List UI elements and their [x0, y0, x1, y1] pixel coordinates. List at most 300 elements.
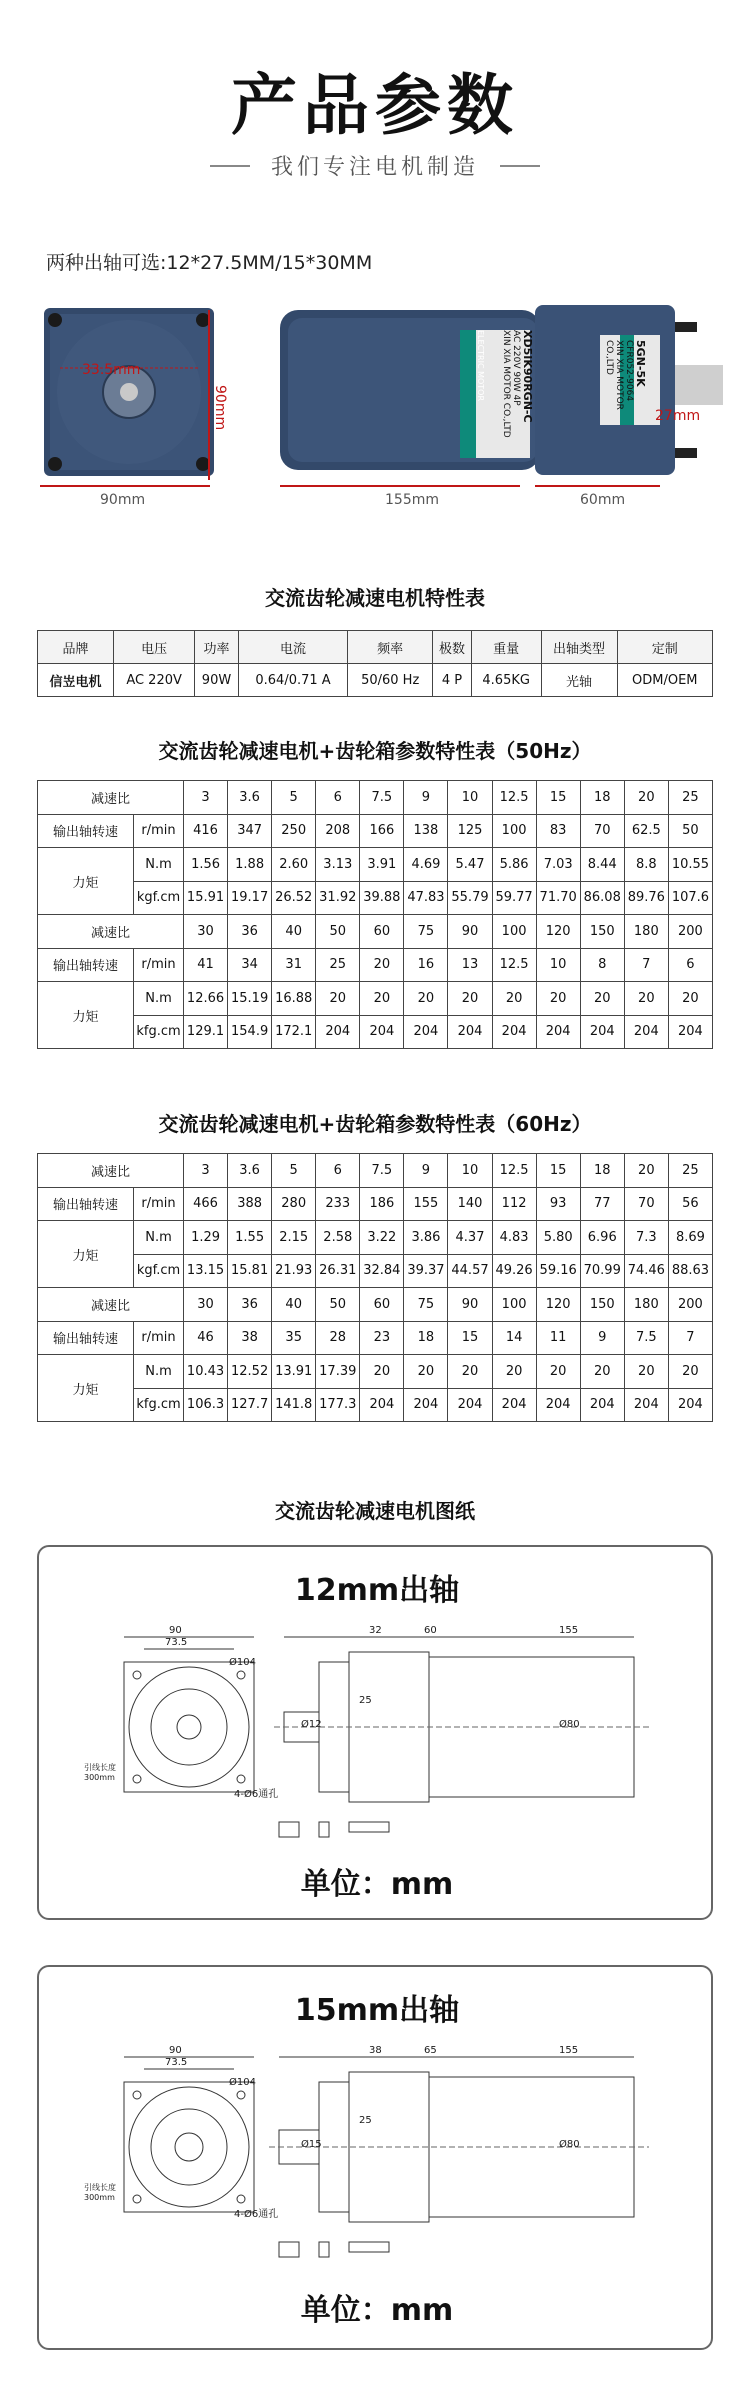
- gear-label-maker: XIN XIA MOTOR CO.,LTD: [604, 340, 624, 410]
- spec-cell: 0.64/0.71 A: [238, 664, 347, 697]
- spec-cell: 90W: [195, 664, 239, 697]
- value-cell: 4.37: [448, 1221, 492, 1255]
- ratio-label: 减速比: [38, 915, 184, 949]
- value-cell: 3.13: [316, 848, 360, 882]
- value-cell: 7.5: [624, 1321, 668, 1355]
- height-dim-line: [208, 310, 210, 480]
- drawing-15mm: [37, 1965, 713, 2350]
- value-cell: 12.5: [492, 781, 536, 815]
- nm-unit: N.m: [134, 848, 184, 882]
- value-cell: 19.17: [228, 881, 272, 915]
- value-cell: 75: [404, 1288, 448, 1322]
- value-cell: 120: [536, 915, 580, 949]
- value-cell: 12.5: [492, 948, 536, 982]
- value-cell: 177.3: [316, 1388, 360, 1422]
- value-cell: 93: [536, 1187, 580, 1221]
- value-cell: 150: [580, 915, 624, 949]
- value-cell: 204: [536, 1015, 580, 1049]
- value-cell: 14: [492, 1321, 536, 1355]
- d15-d80: Ø80: [559, 2139, 580, 2150]
- value-cell: 6.96: [580, 1221, 624, 1255]
- value-cell: 20: [316, 982, 360, 1016]
- boss-dimension: 33.5mm: [82, 362, 141, 378]
- value-cell: 2.15: [272, 1221, 316, 1255]
- value-cell: 3.6: [228, 1154, 272, 1188]
- value-cell: 8.8: [624, 848, 668, 882]
- value-cell: 1.56: [184, 848, 228, 882]
- speed-unit: r/min: [134, 814, 184, 848]
- gearbox-length: 60mm: [580, 492, 626, 508]
- value-cell: 70.99: [580, 1254, 624, 1288]
- value-cell: 9: [404, 781, 448, 815]
- value-cell: 55.79: [448, 881, 492, 915]
- value-cell: 75: [404, 915, 448, 949]
- d15-d38: 38: [369, 2045, 382, 2056]
- value-cell: 200: [668, 915, 712, 949]
- value-cell: 8.69: [668, 1221, 712, 1255]
- value-cell: 3.91: [360, 848, 404, 882]
- ratio-label: 减速比: [38, 781, 184, 815]
- d15-w73: 73.5: [165, 2057, 188, 2068]
- value-cell: 186: [360, 1187, 404, 1221]
- value-cell: 20: [624, 781, 668, 815]
- value-cell: 35: [272, 1321, 316, 1355]
- value-cell: 8.44: [580, 848, 624, 882]
- value-cell: 20: [668, 982, 712, 1016]
- value-cell: 204: [624, 1388, 668, 1422]
- value-cell: 12.5: [492, 1154, 536, 1188]
- torque-kgf-row: [38, 1254, 713, 1288]
- shaft-note: 两种出轴可选:12*27.5MM/15*30MM: [46, 252, 373, 274]
- value-cell: 204: [316, 1015, 360, 1049]
- value-cell: 3.86: [404, 1221, 448, 1255]
- value-cell: 25: [668, 781, 712, 815]
- page-title: 产品参数: [231, 67, 519, 144]
- speed-label: 输出轴转速: [38, 1187, 134, 1221]
- value-cell: 125: [448, 814, 492, 848]
- value-cell: 155: [404, 1187, 448, 1221]
- drawing-15mm-svg: [79, 2037, 689, 2277]
- d12-d155: 155: [559, 1625, 579, 1636]
- d12-d25: 25: [359, 1695, 372, 1706]
- value-cell: 90: [448, 915, 492, 949]
- value-cell: 88.63: [668, 1254, 712, 1288]
- spec-cell: 4.65KG: [471, 664, 541, 697]
- value-cell: 74.46: [624, 1254, 668, 1288]
- value-cell: 70: [624, 1187, 668, 1221]
- value-cell: 280: [272, 1187, 316, 1221]
- nm-unit: N.m: [134, 1221, 184, 1255]
- value-cell: 16.88: [272, 982, 316, 1016]
- value-cell: 204: [668, 1388, 712, 1422]
- d15-d155: 155: [559, 2045, 579, 2056]
- kgf-unit: kfg.cm: [134, 1388, 184, 1422]
- d12-d12: Ø12: [301, 1719, 322, 1730]
- value-cell: 15.91: [184, 881, 228, 915]
- value-cell: 39.88: [360, 881, 404, 915]
- value-cell: 172.1: [272, 1015, 316, 1049]
- table50-title: 交流齿轮减速电机+齿轮箱参数特性表（50Hz）: [158, 739, 592, 763]
- speed-unit: r/min: [134, 948, 184, 982]
- width-dimension: 90mm: [100, 492, 146, 508]
- spec-cell: 信岦电机: [38, 664, 114, 697]
- value-cell: 71.70: [536, 881, 580, 915]
- value-cell: 150: [580, 1288, 624, 1322]
- ratio-row: [38, 781, 713, 815]
- value-cell: 36: [228, 1288, 272, 1322]
- value-cell: 10.55: [668, 848, 712, 882]
- value-cell: 50: [668, 814, 712, 848]
- value-cell: 20: [624, 1355, 668, 1389]
- speed-row: [38, 1187, 713, 1221]
- value-cell: 18: [580, 781, 624, 815]
- value-cell: 3: [184, 1154, 228, 1188]
- value-cell: 12.66: [184, 982, 228, 1016]
- value-cell: 30: [184, 1288, 228, 1322]
- value-cell: 204: [448, 1015, 492, 1049]
- value-cell: 20: [448, 982, 492, 1016]
- value-cell: 18: [404, 1321, 448, 1355]
- d15-d15: Ø15: [301, 2139, 322, 2150]
- value-cell: 86.08: [580, 881, 624, 915]
- value-cell: 20: [668, 1355, 712, 1389]
- value-cell: 4.83: [492, 1221, 536, 1255]
- value-cell: 347: [228, 814, 272, 848]
- value-cell: 20: [624, 1154, 668, 1188]
- value-cell: 20: [404, 1355, 448, 1389]
- value-cell: 39.37: [404, 1254, 448, 1288]
- value-cell: 233: [316, 1187, 360, 1221]
- value-cell: 20: [492, 1355, 536, 1389]
- value-cell: 2.60: [272, 848, 316, 882]
- value-cell: 20: [580, 1355, 624, 1389]
- value-cell: 100: [492, 915, 536, 949]
- ratio-label: 减速比: [38, 1288, 184, 1322]
- value-cell: 5.80: [536, 1221, 580, 1255]
- value-cell: 46: [184, 1321, 228, 1355]
- value-cell: 47.83: [404, 881, 448, 915]
- value-cell: 204: [668, 1015, 712, 1049]
- value-cell: 7.5: [360, 1154, 404, 1188]
- nm-unit: N.m: [134, 1355, 184, 1389]
- value-cell: 25: [316, 948, 360, 982]
- value-cell: 127.7: [228, 1388, 272, 1422]
- value-cell: 15: [536, 781, 580, 815]
- gear-label-code: CFR052-9064: [624, 340, 634, 402]
- value-cell: 13.15: [184, 1254, 228, 1288]
- value-cell: 4.69: [404, 848, 448, 882]
- value-cell: 180: [624, 1288, 668, 1322]
- speed-label: 输出轴转速: [38, 814, 134, 848]
- drawing-12mm: [37, 1545, 713, 1920]
- value-cell: 15: [536, 1154, 580, 1188]
- value-cell: 26.31: [316, 1254, 360, 1288]
- value-cell: 60: [360, 1288, 404, 1322]
- speed-unit: r/min: [134, 1187, 184, 1221]
- value-cell: 50: [316, 1288, 360, 1322]
- torque-label: 力矩: [38, 982, 134, 1049]
- value-cell: 77: [580, 1187, 624, 1221]
- value-cell: 38: [228, 1321, 272, 1355]
- spec-header: 功率: [195, 631, 239, 664]
- value-cell: 204: [492, 1015, 536, 1049]
- value-cell: 129.1: [184, 1015, 228, 1049]
- value-cell: 41: [184, 948, 228, 982]
- kgf-unit: kgf.cm: [134, 1254, 184, 1288]
- value-cell: 138: [404, 814, 448, 848]
- value-cell: 70: [580, 814, 624, 848]
- table50: [37, 780, 713, 1049]
- value-cell: 204: [360, 1015, 404, 1049]
- value-cell: 40: [272, 915, 316, 949]
- speed-label: 输出轴转速: [38, 1321, 134, 1355]
- value-cell: 107.6: [668, 881, 712, 915]
- value-cell: 13: [448, 948, 492, 982]
- speed-row: [38, 948, 713, 982]
- value-cell: 90: [448, 1288, 492, 1322]
- d12-d80: Ø80: [559, 1719, 580, 1730]
- value-cell: 140: [448, 1187, 492, 1221]
- torque-label: 力矩: [38, 1221, 134, 1288]
- speed-row: [38, 1321, 713, 1355]
- value-cell: 7: [624, 948, 668, 982]
- d15-dia: Ø104: [229, 2077, 256, 2088]
- torque-label: 力矩: [38, 848, 134, 915]
- value-cell: 21.93: [272, 1254, 316, 1288]
- value-cell: 49.26: [492, 1254, 536, 1288]
- torque-kgf-row: [38, 881, 713, 915]
- value-cell: 466: [184, 1187, 228, 1221]
- ratio-label: 减速比: [38, 1154, 184, 1188]
- d15-lead: 引线长度 300mm: [84, 2183, 116, 2202]
- d15-d25: 25: [359, 2115, 372, 2126]
- motor-label-maker: XIN XIA MOTOR CO.,LTD: [501, 330, 511, 438]
- value-cell: 3.22: [360, 1221, 404, 1255]
- torque-kgf-row: [38, 1388, 713, 1422]
- page-subtitle: 我们专注电机制造: [270, 155, 479, 180]
- motor-label-brand: ELECTRIC MOTOR: [476, 330, 485, 402]
- spec-table: [37, 630, 713, 697]
- value-cell: 10: [448, 781, 492, 815]
- value-cell: 16: [404, 948, 448, 982]
- value-cell: 20: [492, 982, 536, 1016]
- value-cell: 62.5: [624, 814, 668, 848]
- drawings-title: 交流齿轮减速电机图纸: [275, 1499, 475, 1523]
- value-cell: 6: [668, 948, 712, 982]
- value-cell: 44.57: [448, 1254, 492, 1288]
- value-cell: 20: [448, 1355, 492, 1389]
- spec-header: 出轴类型: [541, 631, 617, 664]
- value-cell: 5: [272, 781, 316, 815]
- value-cell: 1.88: [228, 848, 272, 882]
- value-cell: 204: [536, 1388, 580, 1422]
- value-cell: 10.43: [184, 1355, 228, 1389]
- drawing-15mm-unit: 单位：mm: [300, 2293, 454, 2328]
- value-cell: 20: [360, 948, 404, 982]
- value-cell: 60: [360, 915, 404, 949]
- torque-nm-row: [38, 1355, 713, 1389]
- value-cell: 6: [316, 781, 360, 815]
- d12-w73: 73.5: [165, 1637, 188, 1648]
- d15-w90: 90: [169, 2045, 182, 2056]
- value-cell: 7: [668, 1321, 712, 1355]
- shaft-dimension: 27mm: [655, 408, 701, 424]
- gear-label: [604, 340, 647, 425]
- d12-w90: 90: [169, 1625, 182, 1636]
- value-cell: 20: [536, 982, 580, 1016]
- spec-header: 品牌: [38, 631, 114, 664]
- width-dim-line: [40, 485, 210, 487]
- value-cell: 9: [580, 1321, 624, 1355]
- value-cell: 120: [536, 1288, 580, 1322]
- value-cell: 30: [184, 915, 228, 949]
- value-cell: 7.3: [624, 1221, 668, 1255]
- value-cell: 5.47: [448, 848, 492, 882]
- spec-header: 定制: [617, 631, 712, 664]
- value-cell: 204: [492, 1388, 536, 1422]
- speed-unit: r/min: [134, 1321, 184, 1355]
- value-cell: 7.5: [360, 781, 404, 815]
- spec-cell: ODM/OEM: [617, 664, 712, 697]
- value-cell: 40: [272, 1288, 316, 1322]
- value-cell: 100: [492, 814, 536, 848]
- torque-label: 力矩: [38, 1355, 134, 1422]
- value-cell: 89.76: [624, 881, 668, 915]
- value-cell: 59.77: [492, 881, 536, 915]
- value-cell: 180: [624, 915, 668, 949]
- spec-header: 重量: [471, 631, 541, 664]
- gear-label-model: 5GN-5K: [634, 340, 647, 387]
- value-cell: 3: [184, 781, 228, 815]
- value-cell: 59.16: [536, 1254, 580, 1288]
- spec-cell: AC 220V: [114, 664, 195, 697]
- value-cell: 25: [668, 1154, 712, 1188]
- value-cell: 31.92: [316, 881, 360, 915]
- value-cell: 208: [316, 814, 360, 848]
- value-cell: 10: [536, 948, 580, 982]
- spec-table-title: 交流齿轮减速电机特性表: [265, 586, 485, 610]
- torque-nm-row: [38, 982, 713, 1016]
- value-cell: 166: [360, 814, 404, 848]
- value-cell: 36: [228, 915, 272, 949]
- drawing-12mm-svg: [79, 1617, 689, 1857]
- nm-unit: N.m: [134, 982, 184, 1016]
- d15-d65: 65: [424, 2045, 437, 2056]
- motor-length-line: [280, 485, 520, 487]
- drawing-12mm-unit: 单位：mm: [300, 1867, 454, 1902]
- value-cell: 20: [360, 1355, 404, 1389]
- value-cell: 15.19: [228, 982, 272, 1016]
- value-cell: 56: [668, 1187, 712, 1221]
- spec-cell: 50/60 Hz: [348, 664, 433, 697]
- d12-holes: 4-Ø6通孔: [234, 1789, 279, 1800]
- value-cell: 32.84: [360, 1254, 404, 1288]
- value-cell: 20: [536, 1355, 580, 1389]
- motor-length: 155mm: [385, 492, 439, 508]
- value-cell: 3.6: [228, 781, 272, 815]
- value-cell: 10: [448, 1154, 492, 1188]
- kgf-unit: kfg.cm: [134, 1015, 184, 1049]
- value-cell: 12.52: [228, 1355, 272, 1389]
- value-cell: 20: [360, 982, 404, 1016]
- value-cell: 2.58: [316, 1221, 360, 1255]
- drawing-12mm-title: 12mm出轴: [294, 1573, 460, 1608]
- value-cell: 83: [536, 814, 580, 848]
- speed-label: 输出轴转速: [38, 948, 134, 982]
- d12-lead: 引线长度 300mm: [84, 1763, 116, 1782]
- value-cell: 28: [316, 1321, 360, 1355]
- value-cell: 15.81: [228, 1254, 272, 1288]
- torque-kgf-row: [38, 1015, 713, 1049]
- value-cell: 250: [272, 814, 316, 848]
- value-cell: 6: [316, 1154, 360, 1188]
- value-cell: 1.55: [228, 1221, 272, 1255]
- value-cell: 31: [272, 948, 316, 982]
- value-cell: 26.52: [272, 881, 316, 915]
- ratio-row: [38, 1288, 713, 1322]
- value-cell: 13.91: [272, 1355, 316, 1389]
- motor-label-spec: AC 220V 90W 4P: [511, 330, 521, 406]
- value-cell: 204: [404, 1015, 448, 1049]
- value-cell: 1.29: [184, 1221, 228, 1255]
- spec-value-row: [38, 664, 713, 697]
- value-cell: 106.3: [184, 1388, 228, 1422]
- d12-dia: Ø104: [229, 1657, 256, 1668]
- ratio-row: [38, 915, 713, 949]
- spec-header: 频率: [348, 631, 433, 664]
- value-cell: 15: [448, 1321, 492, 1355]
- d15-holes: 4-Ø6通孔: [234, 2209, 279, 2220]
- value-cell: 50: [316, 915, 360, 949]
- value-cell: 416: [184, 814, 228, 848]
- spec-cell: 光轴: [541, 664, 617, 697]
- value-cell: 5.86: [492, 848, 536, 882]
- value-cell: 204: [404, 1388, 448, 1422]
- motor-label-model: XD5IK90RGN-C: [521, 330, 534, 423]
- value-cell: 200: [668, 1288, 712, 1322]
- value-cell: 11: [536, 1321, 580, 1355]
- value-cell: 204: [580, 1388, 624, 1422]
- value-cell: 5: [272, 1154, 316, 1188]
- value-cell: 20: [580, 982, 624, 1016]
- value-cell: 112: [492, 1187, 536, 1221]
- spec-header: 电压: [114, 631, 195, 664]
- spec-cell: 4 P: [433, 664, 472, 697]
- d12-d32: 32: [369, 1625, 382, 1636]
- value-cell: 141.8: [272, 1388, 316, 1422]
- value-cell: 20: [624, 982, 668, 1016]
- value-cell: 17.39: [316, 1355, 360, 1389]
- value-cell: 20: [404, 982, 448, 1016]
- ratio-row: [38, 1154, 713, 1188]
- d12-d60: 60: [424, 1625, 437, 1636]
- speed-row: [38, 814, 713, 848]
- value-cell: 154.9: [228, 1015, 272, 1049]
- value-cell: 204: [448, 1388, 492, 1422]
- kgf-unit: kgf.cm: [134, 881, 184, 915]
- table60-title: 交流齿轮减速电机+齿轮箱参数特性表（60Hz）: [158, 1112, 592, 1136]
- gearbox-length-line: [535, 485, 660, 487]
- value-cell: 204: [580, 1015, 624, 1049]
- table60: [37, 1153, 713, 1422]
- value-cell: 388: [228, 1187, 272, 1221]
- drawing-15mm-title: 15mm出轴: [294, 1993, 460, 2028]
- value-cell: 23: [360, 1321, 404, 1355]
- value-cell: 204: [360, 1388, 404, 1422]
- value-cell: 9: [404, 1154, 448, 1188]
- value-cell: 100: [492, 1288, 536, 1322]
- value-cell: 18: [580, 1154, 624, 1188]
